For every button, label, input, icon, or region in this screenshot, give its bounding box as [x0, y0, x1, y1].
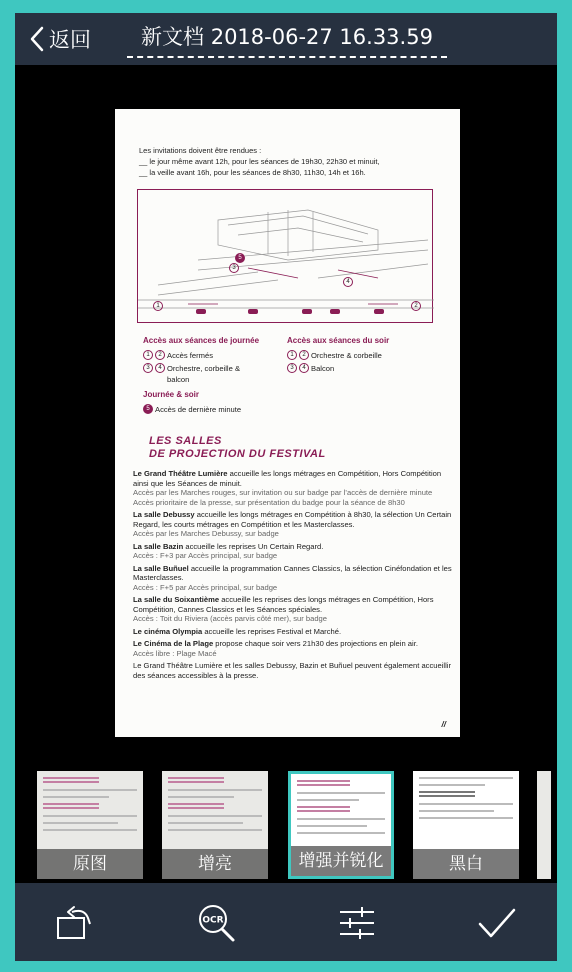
legend-number: 3: [143, 363, 153, 373]
legend-number: 4: [299, 363, 309, 373]
rotate-button[interactable]: [53, 901, 97, 945]
heading-line: LES SALLES: [149, 435, 222, 447]
venue-paragraph: Le Cinéma de la Plage propose chaque soir vers 21h30 des projections en plein air. Accès libre : Plage Macé: [133, 639, 418, 658]
bottom-toolbar: [15, 883, 557, 961]
legend-text: Orchestre, corbeille & balcon: [167, 364, 241, 384]
venue-paragraph: Le cinéma Olympia accueille les reprises Festival et Marché.: [133, 626, 342, 636]
top-bar: [15, 13, 557, 65]
invitations-text: [139, 145, 380, 178]
legend-number: 5: [143, 404, 153, 414]
legend-number: 3: [287, 363, 297, 373]
scanned-document: [115, 109, 460, 737]
map-marker: 4: [343, 277, 353, 287]
thumbnail-preview: [168, 777, 262, 847]
back-label: 返回: [49, 28, 91, 52]
map-marker: 3: [229, 263, 239, 273]
checkmark-icon: [476, 902, 518, 944]
invitations-line: __ la veille avant 16h, pour les séances de 8h30, 11h30, 14h et 16h.: [139, 168, 366, 177]
document-title[interactable]: 新文档 2018-06-27 16.33.59: [127, 21, 447, 58]
thumbnail-preview: [297, 780, 385, 850]
chevron-left-icon: [29, 26, 45, 52]
map-drawing: [138, 190, 434, 324]
filter-label: 黑白: [413, 849, 519, 879]
legend-row: [287, 363, 437, 374]
thumbnail-preview: [419, 777, 513, 847]
filter-label: 原图: [37, 849, 143, 879]
legend-text: Accès de dernière minute: [155, 405, 242, 414]
legend-row: [143, 363, 291, 385]
back-button[interactable]: [29, 23, 91, 55]
page-mark: //: [441, 720, 446, 729]
venue-paragraph: La salle Buñuel accueille la programmation Cannes Classics, la sélection Cinéfondation et les Masterclasses. Accès : F+5 par Accès principal, sur badge: [133, 563, 452, 592]
filter-next-partial[interactable]: [537, 771, 551, 879]
invitations-line: __ le jour même avant 12h, pour les séances de 19h30, 22h30 et minuit,: [139, 157, 380, 166]
section-heading: [149, 435, 326, 461]
ocr-label: OCR: [202, 915, 224, 926]
filter-enhance-sharpen[interactable]: [288, 771, 394, 879]
map-marker: 2: [411, 301, 421, 311]
filter-label: 增强并锐化: [291, 846, 391, 876]
ocr-button[interactable]: [195, 901, 239, 945]
legend-title: Journée & soir: [143, 390, 200, 399]
confirm-button[interactable]: [475, 901, 519, 945]
heading-line: DE PROJECTION DU FESTIVAL: [149, 448, 326, 460]
invitations-line: Les invitations doivent être rendues :: [139, 146, 262, 155]
legend-text: Orchestre & corbeille: [311, 351, 382, 360]
legend-number: 2: [299, 350, 309, 360]
venues-text: [133, 469, 453, 683]
screen-frame: [12, 10, 560, 964]
venue-paragraph: La salle Bazin accueille les reprises Un Certain Regard. Accès : F+3 par Accès principal, sur badge: [133, 541, 324, 560]
venue-paragraph: Le Grand Théâtre Lumière et les salles Debussy, Bazin et Buñuel peuvent également accueillir des séances accessibles à la presse.: [133, 661, 451, 680]
legend-number: 1: [287, 350, 297, 360]
legend-row: [287, 350, 437, 361]
filter-strip[interactable]: [15, 771, 557, 881]
map-marker: 5: [235, 253, 245, 263]
legend-number: 1: [143, 350, 153, 360]
filter-black-white[interactable]: [413, 771, 519, 879]
legend-title: Accès aux séances de journée: [143, 336, 260, 345]
legend-title: Accès aux séances du soir: [287, 336, 390, 345]
adjust-sliders-icon: [336, 902, 378, 944]
legend-journee: [143, 335, 291, 417]
filter-original[interactable]: [37, 771, 143, 879]
venue-paragraph: Le Grand Théâtre Lumière accueille les longs métrages en Compétition, Hors Compétition ainsi que les Séances de minuit. Accès par les Marches rouges, sur invitation ou sur badge par l’accès de dernière minute Accès prioritaire de la presse, sur présentation du badge pour la séance de 8h30: [133, 469, 442, 507]
filter-brighten[interactable]: [162, 771, 268, 879]
ocr-search-icon: [196, 902, 238, 944]
thumbnail-preview: [43, 777, 137, 847]
legend-number: 2: [155, 350, 165, 360]
adjust-button[interactable]: [335, 901, 379, 945]
legend-soir: [287, 335, 437, 376]
legend-row: [143, 350, 291, 361]
venue-map: [137, 189, 433, 323]
map-marker: 1: [153, 301, 163, 311]
legend-text: Balcon: [311, 364, 335, 373]
venue-paragraph: La salle Debussy accueille les longs métrages en Compétition à 8h30, la sélection Un Certain Regard, les courts métrages en Compétition et les Masterclasses. Accès par les Marches Debussy, sur badge: [133, 510, 452, 538]
legend-text: Accès fermés: [167, 351, 213, 360]
filter-label: 增亮: [162, 849, 268, 879]
rotate-icon: [54, 902, 96, 944]
legend-row: [143, 404, 291, 415]
legend-number: 4: [155, 363, 165, 373]
venue-paragraph: La salle du Soixantième accueille les reprises des longs métrages en Compétition, Hors Compétition, Cannes Classics et les Séances spéciales. Accès : Toit du Riviera (accès parvis côté mer), sur badge: [133, 595, 434, 623]
